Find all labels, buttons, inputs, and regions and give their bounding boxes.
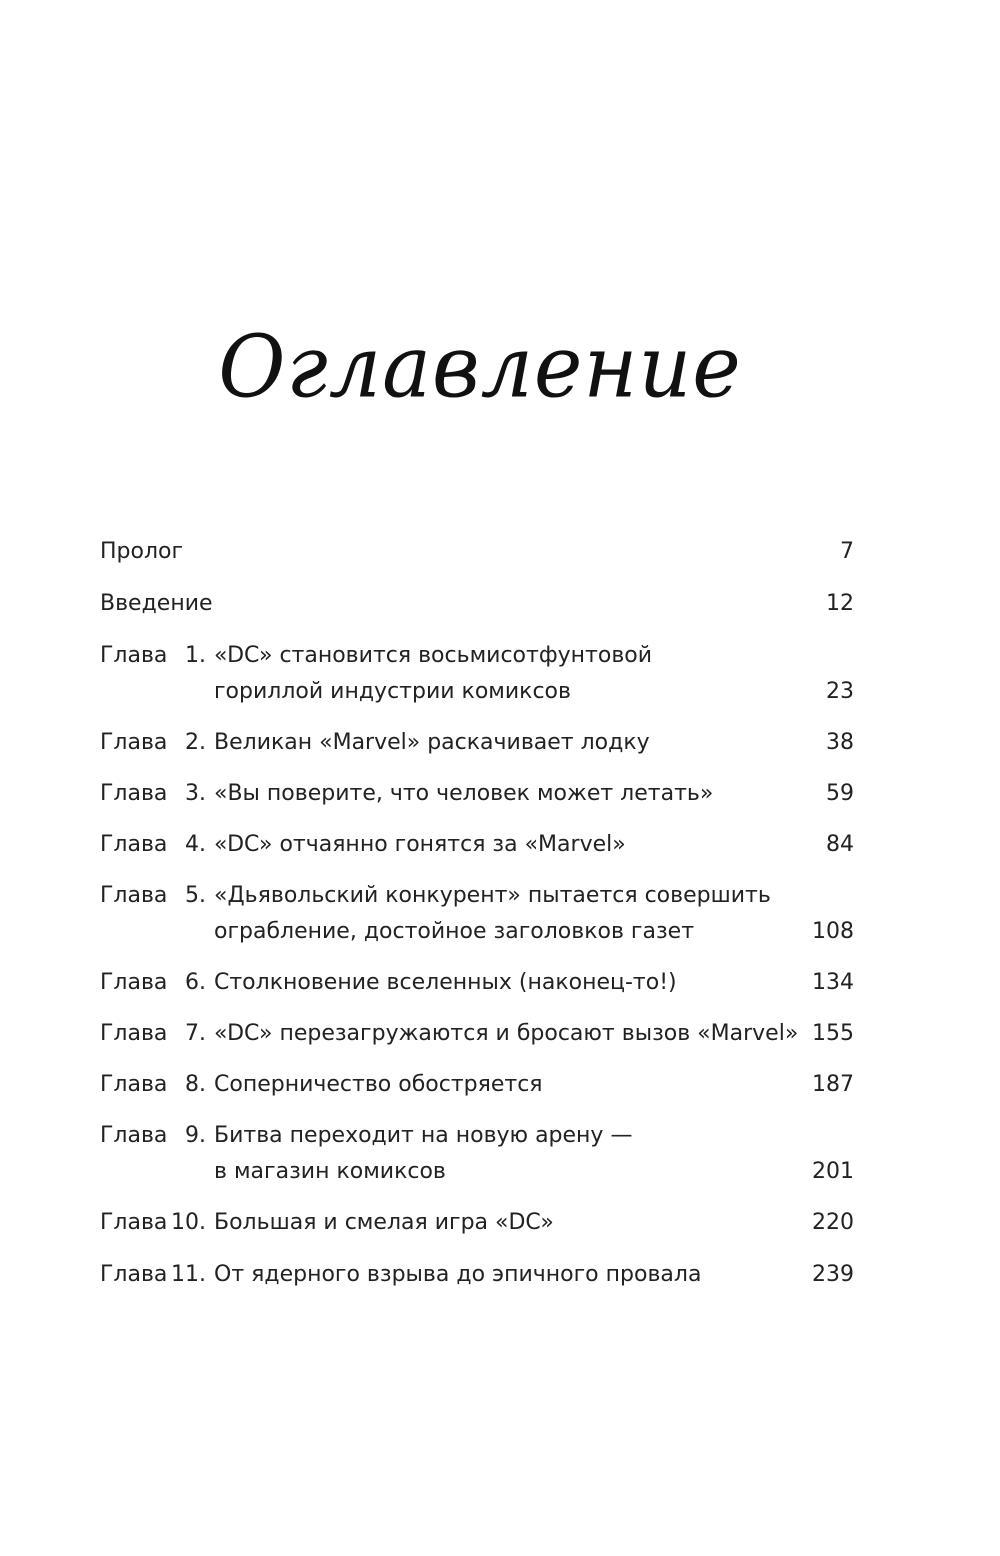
chapter-title-line: «DC» становится восьмисотфунтовой <box>214 643 653 668</box>
page-number: 38 <box>826 730 854 755</box>
chapter-title-line: «Дьявольский конкурент» пытается совершить <box>214 883 771 908</box>
chapter-number: 4. <box>185 832 206 857</box>
chapter-title <box>214 1067 794 1103</box>
toc-entry <box>100 1016 854 1052</box>
toc-entry <box>100 776 854 812</box>
chapter-label: Глава <box>100 730 168 755</box>
chapter-title-line: «Вы поверите, что человек может летать» <box>214 781 714 806</box>
chapter-number: 9. <box>185 1123 206 1148</box>
chapter-number: 6. <box>185 970 206 995</box>
toc-entry <box>100 965 854 1001</box>
chapter-label: Глава <box>100 970 168 995</box>
chapter-title-line: в магазин комиксов <box>214 1159 446 1184</box>
chapter-number: 5. <box>185 883 206 908</box>
page-number: 59 <box>826 781 854 806</box>
chapter-title <box>214 1257 794 1293</box>
toc-entry <box>100 1118 854 1190</box>
chapter-title <box>214 776 794 812</box>
toc-entry <box>100 534 854 570</box>
chapter-label: Глава <box>100 1123 168 1148</box>
chapter-label: Глава <box>100 832 168 857</box>
chapter-label: Глава <box>100 1072 168 1097</box>
page-number: 108 <box>812 919 854 944</box>
chapter-title-line: «DC» перезагружаются и бросают вызов «Marvel» <box>214 1021 799 1046</box>
chapter-number: 8. <box>185 1072 206 1097</box>
chapter-label: Глава <box>100 883 168 908</box>
chapter-title-line: Большая и смелая игра «DC» <box>214 1210 554 1235</box>
page-number: 12 <box>826 591 854 616</box>
chapter-label: Глава <box>100 1262 168 1287</box>
page-number: 23 <box>826 679 854 704</box>
chapter-number: 2. <box>185 730 206 755</box>
chapter-number: 3. <box>185 781 206 806</box>
chapter-number: 7. <box>185 1021 206 1046</box>
page-number: 187 <box>812 1072 854 1097</box>
chapter-title <box>214 1118 794 1190</box>
page-number: 220 <box>812 1210 854 1235</box>
toc-entry <box>100 586 854 622</box>
chapter-title <box>214 965 794 1001</box>
toc-entry <box>100 638 854 710</box>
toc-entry <box>100 1205 854 1241</box>
chapter-title-line: Великан «Marvel» раскачивает лодку <box>214 730 650 755</box>
toc-entry <box>100 1067 854 1103</box>
chapter-title-line: Столкновение вселенных (наконец-то!) <box>214 970 677 995</box>
chapter-title-line: гориллой индустрии комиксов <box>214 679 571 704</box>
toc-entry <box>100 725 854 761</box>
chapter-title-line: Соперничество обостряется <box>214 1072 543 1097</box>
toc-entry <box>100 878 854 950</box>
page-title: Оглавление <box>218 317 742 418</box>
chapter-title <box>214 827 794 863</box>
page-number: 84 <box>826 832 854 857</box>
chapter-number: 1. <box>185 643 206 668</box>
chapter-title-line: От ядерного взрыва до эпичного провала <box>214 1262 702 1287</box>
chapter-title <box>214 1205 794 1241</box>
chapter-number: 11. <box>171 1262 206 1287</box>
chapter-label: Глава <box>100 1210 168 1235</box>
chapter-title <box>214 638 794 710</box>
section-title: Пролог <box>100 539 184 564</box>
chapter-number: 10. <box>171 1210 206 1235</box>
section-title: Введение <box>100 591 213 616</box>
chapter-label: Глава <box>100 781 168 806</box>
toc-entry <box>100 827 854 863</box>
page-number: 155 <box>812 1021 854 1046</box>
chapter-label: Глава <box>100 1021 168 1046</box>
page-number: 239 <box>812 1262 854 1287</box>
page-number: 201 <box>812 1159 854 1184</box>
chapter-title-line: Битва переходит на новую арену — <box>214 1123 633 1148</box>
chapter-label: Глава <box>100 643 168 668</box>
chapter-title <box>214 1016 799 1052</box>
chapter-title-line: «DC» отчаянно гонятся за «Marvel» <box>214 832 626 857</box>
chapter-title <box>214 878 794 950</box>
chapter-title-line: ограбление, достойное заголовков газет <box>214 919 695 944</box>
chapter-title <box>214 725 794 761</box>
page-number: 134 <box>812 970 854 995</box>
page-number: 7 <box>840 539 854 564</box>
toc-entry <box>100 1257 854 1293</box>
